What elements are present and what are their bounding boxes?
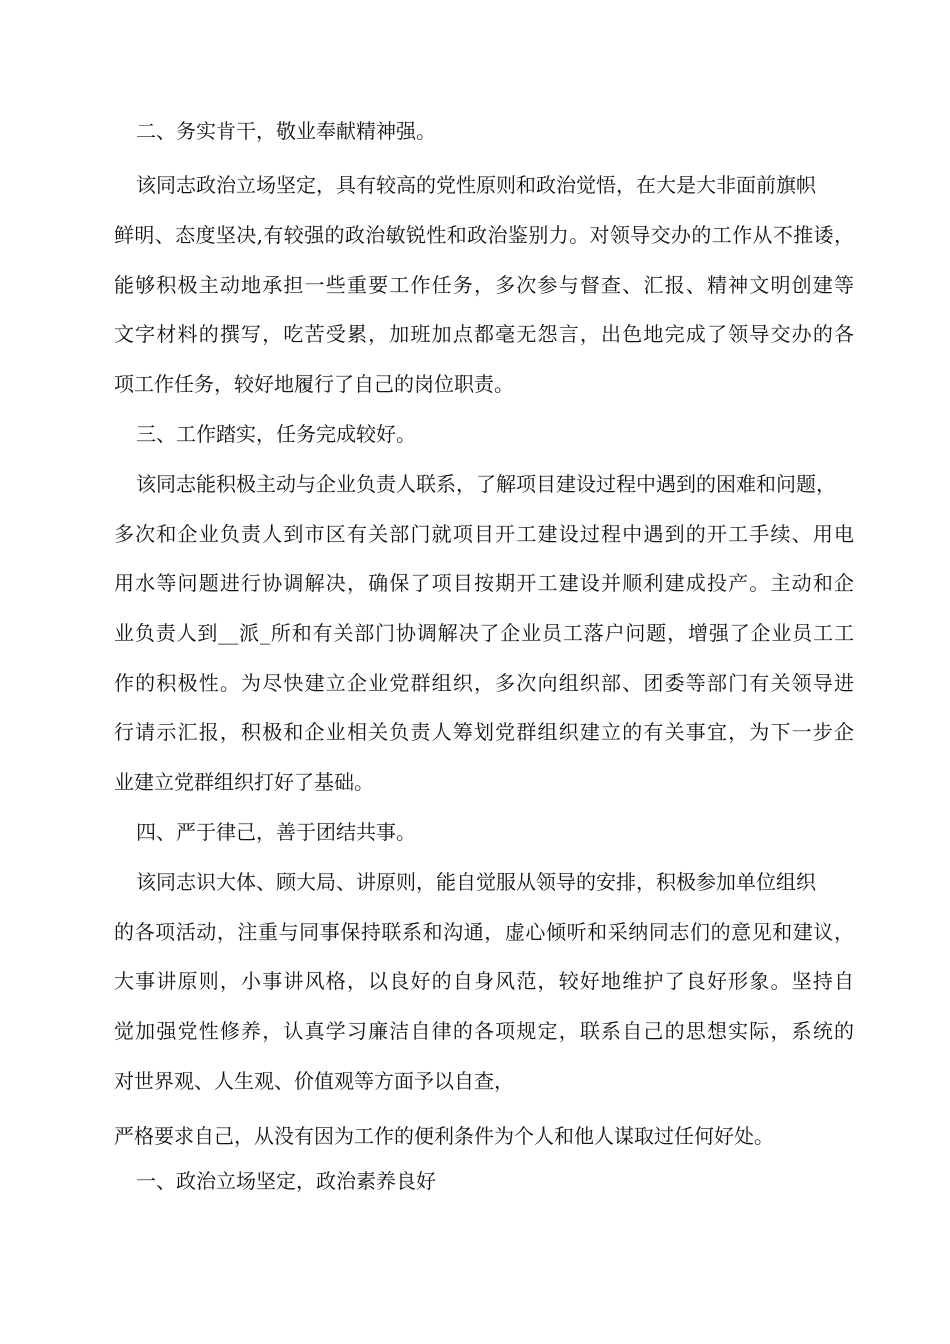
paragraph-line: 文字材料的撰写，吃苦受累，加班加点都毫无怨言，出色地完成了领导交办的各: [114, 322, 854, 346]
paragraph-line: 业负责人到__派_所和有关部门协调解决了企业员工落户问题，增强了企业员工工: [114, 621, 854, 645]
paragraph-line: 能够积极主动地承担一些重要工作任务，多次参与督查、汇报、精神文明创建等: [114, 273, 854, 297]
paragraph-line: 项工作任务，较好地履行了自己的岗位职责。: [114, 372, 514, 396]
paragraph-line: 对世界观、人生观、价值观等方面予以自查，: [114, 1069, 514, 1093]
paragraph-line: 觉加强党性修养，认真学习廉洁自律的各项规定，联系自己的思想实际，系统的: [114, 1019, 854, 1043]
heading-section-2: 二、务实肯干，敬业奉献精神强。: [136, 119, 436, 143]
paragraph-line: 该同志识大体、顾大局、讲原则，能自觉服从领导的安排，积极参加单位组织: [136, 870, 816, 894]
paragraph-line: 鲜明、态度坚决,有较强的政治敏锐性和政治鉴别力。对领导交办的工作从不推诿，: [114, 223, 854, 247]
paragraph-line: 行请示汇报，积极和企业相关负责人筹划党群组织建立的有关事宜，为下一步企: [114, 720, 854, 744]
heading-section-4: 四、严于律己，善于团结共事。: [136, 820, 416, 844]
paragraph-line: 多次和企业负责人到市区有关部门就项目开工建设过程中遇到的开工手续、用电: [114, 522, 854, 546]
paragraph-line: 用水等问题进行协调解决，确保了项目按期开工建设并顺利建成投产。主动和企: [114, 571, 854, 595]
paragraph-line: 该同志政治立场坚定，具有较高的党性原则和政治觉悟，在大是大非面前旗帜: [136, 173, 816, 197]
paragraph-line: 业建立党群组织打好了基础。: [114, 770, 374, 794]
paragraph-line: 作的积极性。为尽快建立企业党群组织，多次向组织部、团委等部门有关领导进: [114, 671, 854, 695]
heading-section-1: 一、政治立场坚定，政治素养良好: [136, 1169, 436, 1193]
paragraph-line: 严格要求自己，从没有因为工作的便利条件为个人和他人谋取过任何好处。: [114, 1124, 774, 1148]
heading-section-3: 三、工作踏实，任务完成较好。: [136, 422, 416, 446]
paragraph-line: 大事讲原则，小事讲风格，以良好的自身风范，较好地维护了良好形象。坚持自: [114, 969, 854, 993]
paragraph-line: 该同志能积极主动与企业负责人联系，了解项目建设过程中遇到的困难和问题，: [136, 472, 836, 496]
paragraph-line: 的各项活动，注重与同事保持联系和沟通，虚心倾听和采纳同志们的意见和建议，: [114, 920, 854, 944]
